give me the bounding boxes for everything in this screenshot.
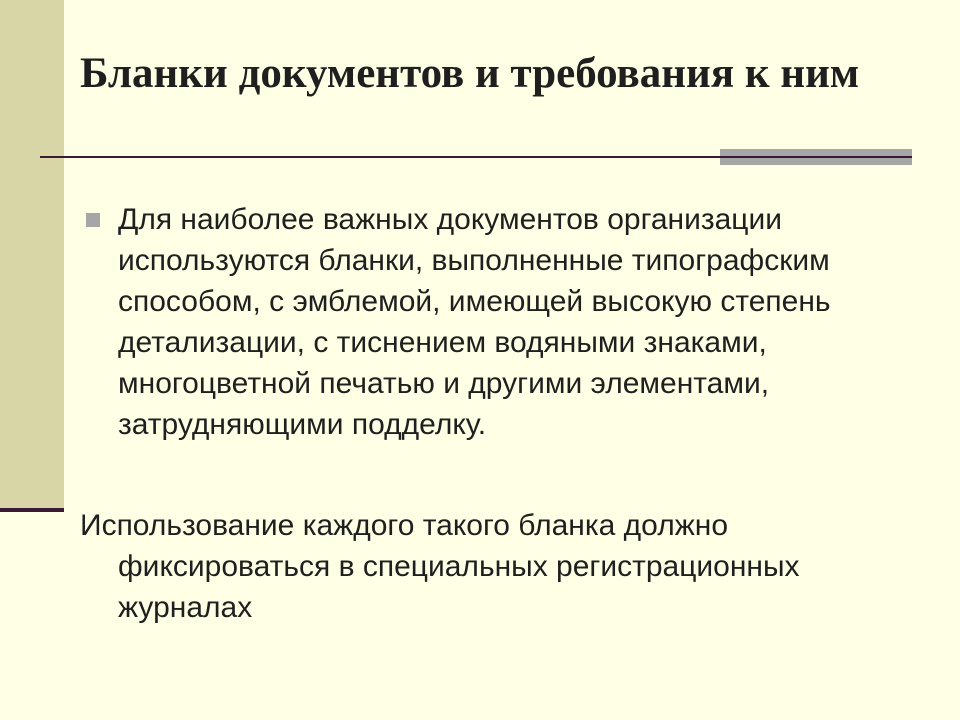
bullet-text: Для наиболее важных документов организации используются бланки, выполненные типографским способом, с эмблемой, имеющей высокую степень детализации, с тиснением водяными знаками, многоцветной печатью и другими элементами, затрудняющими подделку. [118,203,831,441]
title-divider-accent-line [720,156,912,158]
square-bullet-icon [86,213,100,227]
left-bar-underline [0,508,64,512]
bullet-item [80,199,930,445]
left-decorative-bar [0,0,64,512]
body-paragraph: Использование каждого такого бланка должно фиксироваться в специальных регистрационных журналах [80,509,800,624]
slide-title: Бланки документов и требования к ним [80,50,860,97]
